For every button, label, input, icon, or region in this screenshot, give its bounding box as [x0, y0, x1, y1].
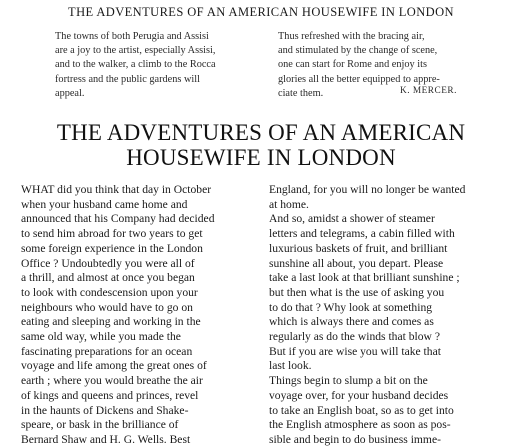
- previous-article-right-column: [278, 30, 490, 101]
- text-line: England, for you will no longer be wanted: [269, 183, 466, 196]
- text-line: Bernard Shaw and H. G. Wells. Best: [21, 432, 191, 446]
- text-line: last look.: [269, 359, 312, 373]
- text-line: glories all the better equipped to appre-: [278, 73, 440, 85]
- author-signature: K. MERCER.: [400, 86, 457, 96]
- text-line: letters and telegrams, a cabin filled with: [269, 227, 455, 241]
- text-line: Things begin to slump a bit on the: [269, 374, 428, 388]
- text-line: and stimulated by the change of scene,: [278, 45, 438, 57]
- text-line: appeal.: [55, 87, 85, 99]
- text-line: in the haunts of Dickens and Shake-: [21, 403, 189, 417]
- text-line: of kings and queens and princes, revel: [21, 388, 199, 402]
- text-line: the English atmosphere as soon as pos-: [269, 418, 451, 432]
- text-line: sunshine all about, you depart. Please: [269, 256, 444, 270]
- text-line: And so, amidst a shower of steamer: [269, 212, 435, 226]
- previous-article-left-column: [55, 30, 250, 101]
- title-line: HOUSEWIFE IN LONDON: [126, 145, 396, 170]
- text-line: and to the walker, a climb to the Rocca: [55, 59, 216, 71]
- text-line: are a joy to the artist, especially Assisi,: [55, 45, 216, 57]
- text-line: fortress and the public gardens will: [55, 73, 200, 85]
- text-line: luxurious baskets of fruit, and brilliant: [269, 241, 448, 255]
- text-line: earth ; where you would breathe the air: [21, 374, 203, 388]
- text-line: sible and begin to do business imme-: [269, 432, 441, 446]
- text-line: regularly as do the winds that blow ?: [269, 330, 440, 344]
- text-line: some foreign experience in the London: [21, 241, 203, 255]
- running-head: THE ADVENTURES OF AN AMERICAN HOUSEWIFE IN LONDON: [68, 5, 454, 19]
- title-line: THE ADVENTURES OF AN AMERICAN: [56, 120, 466, 145]
- text-line: to do that ? Why look at something: [269, 300, 433, 314]
- text-line: fascinating preparations for an ocean: [21, 344, 193, 358]
- text-line: speare, or bask in the brilliance of: [21, 418, 179, 432]
- text-line: to look with condescension upon your: [21, 285, 198, 299]
- text-line: ciate them.: [278, 87, 324, 99]
- text-line: a thrill, and almost at once you began: [21, 271, 195, 285]
- text-line: The towns of both Perugia and Assisi: [55, 31, 209, 42]
- text-line: Thus refreshed with the bracing air,: [278, 31, 425, 42]
- text-line: eating and sleeping and working in the: [21, 315, 201, 329]
- text-line: WHAT did you think that day in October: [21, 183, 212, 196]
- text-line: take a last look at that brilliant sunshine ;: [269, 271, 460, 285]
- text-line: to send him abroad for two years to get: [21, 227, 203, 241]
- text-line: But if you are wise you will take that: [269, 344, 441, 358]
- text-line: which is always there and comes as: [269, 315, 434, 329]
- text-line: but then what is the use of asking you: [269, 285, 445, 299]
- text-line: when your husband came home and: [21, 197, 188, 211]
- article-body-right-column: [269, 183, 509, 448]
- text-line: to take an English boat, so as to get into: [269, 403, 454, 417]
- article-title: [0, 120, 522, 170]
- text-line: voyage over, for your husband decides: [269, 388, 449, 402]
- text-line: Office ? Undoubtedly you were all of: [21, 256, 195, 270]
- text-line: one can start for Rome and enjoy its: [278, 59, 427, 71]
- text-line: voyage and life among the great ones of: [21, 359, 207, 373]
- text-line: at home.: [269, 197, 309, 211]
- article-body-left-column: [21, 183, 261, 448]
- text-line: neighbours who would have to go on: [21, 300, 193, 314]
- text-line: same old way, while you made the: [21, 330, 181, 344]
- text-line: announced that his Company had decided: [21, 212, 215, 226]
